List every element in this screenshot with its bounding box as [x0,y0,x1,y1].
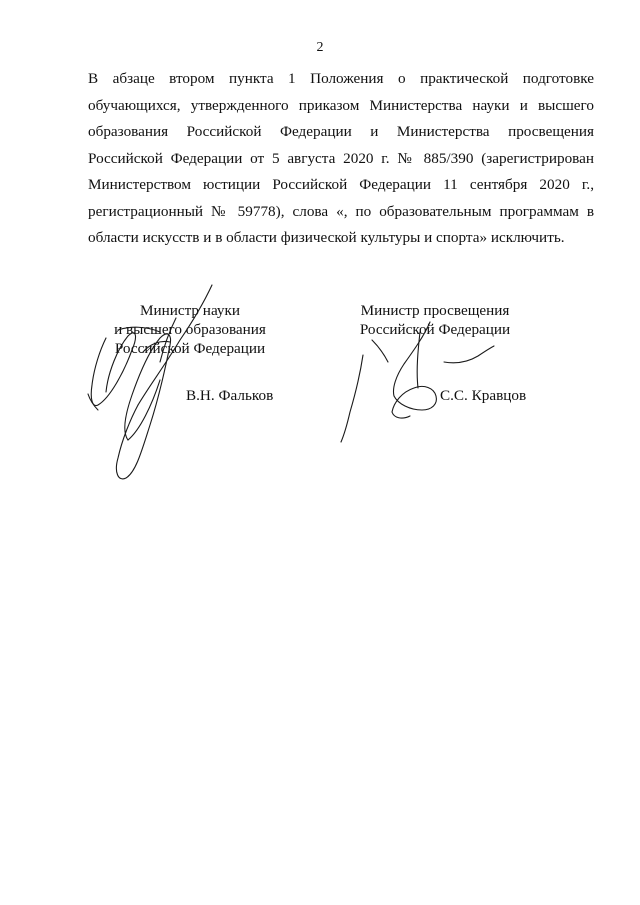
left-title-line-1: Министр науки [139,302,241,319]
signature-block-right [350,301,520,339]
left-title-line-2: и высшего образования [114,321,266,338]
right-title-line-2: Российской Федерации [359,321,511,338]
left-signer-name: В.Н. Фальков [186,387,274,404]
page-number: 2 [316,40,324,55]
right-title-line-1: Министр просвещения [360,302,510,319]
right-signer-name: С.С. Кравцов [440,387,527,404]
signature-block-left [90,301,290,358]
right-signature-icon [341,322,494,442]
left-title-line-3: Российской Федерации [114,340,266,357]
body-paragraph: В абзаце втором пункта 1 Положения о практической подготовке обучающихся, утвержденного приказом Министерства науки и высшего образования Российской Федерации и Министерства просвещения Российской Федерации от 5 августа 2020 г. № 885/390 (зарегистрирован Министерством юстиции Российской Федерации 11 сентября 2020 г., регистрационный № 59778), слова «, по образовательным программам в области искусств и в области физической культуры и спорта» исключить. [88,70,594,246]
